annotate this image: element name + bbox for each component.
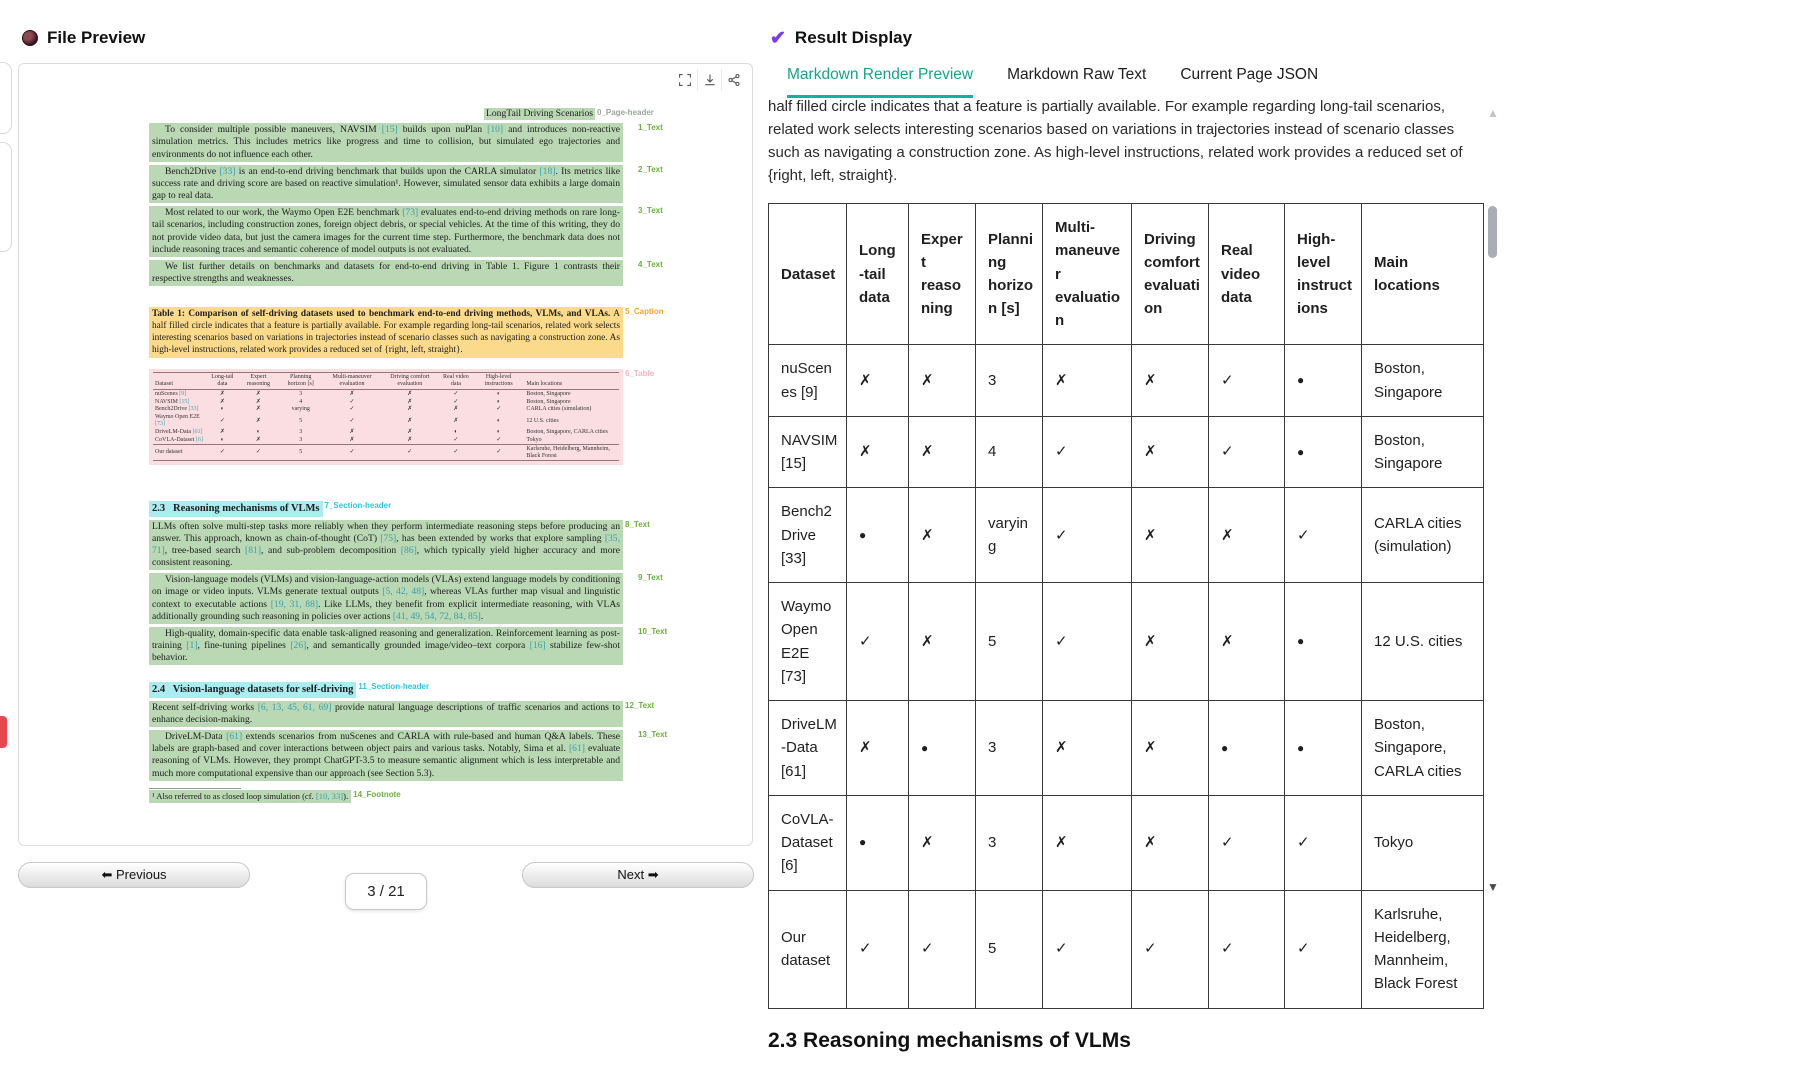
tab-current-page-json[interactable]: Current Page JSON (1180, 66, 1319, 83)
table-row (769, 416, 1484, 488)
pdf-block-13_Text: DriveLM-Data [61] extends scenarios from nuScenes and CARLA with rule-based and human Q&A labels. These labels are graph-based and cover interactions between object pairs and various tasks. Notably, Sima et al. [61] evaluate reasoning of VLMs. However, they prompt ChatGPT-3.5 to measure semantic alignment which is less interpretable and much more computational expensive than our approach (see Section 5.3). 13_Text (149, 730, 623, 781)
table-cell: ✗ (1132, 488, 1209, 583)
table-cell: Bench2Drive [33] (155, 406, 199, 413)
page-indicator: 3 / 21 (345, 873, 427, 910)
table-cell: ✓ (381, 445, 439, 461)
table-cell: ✗ (453, 417, 459, 424)
table-cell: 12 U.S. cities (1362, 583, 1484, 701)
table-cell: Tokyo (526, 437, 542, 444)
markdown-table (768, 203, 1484, 1009)
table-cell: nuScenes [9] (155, 390, 187, 397)
table-cell: ✓ (1209, 416, 1285, 488)
annotation-label: 6_Table (625, 369, 655, 379)
share-icon[interactable] (721, 69, 745, 91)
table-cell: ◐ (496, 417, 501, 424)
table-cell: 3 (976, 795, 1043, 890)
table-row (153, 398, 619, 406)
annotation-label: 14_Footnote (353, 789, 401, 799)
table-header-cell: Dataset (769, 204, 847, 345)
table-cell: Boston, Singapore, CARLA cities (1362, 701, 1484, 796)
table-cell: ✗ (349, 437, 355, 444)
table-cell: ✗ (407, 390, 413, 397)
table-cell: ◐ (220, 406, 225, 413)
table-cell: Waymo Open E2E [73] (769, 583, 847, 701)
table-cell: Boston, Singapore (1362, 416, 1484, 488)
annotation-label: 5_Caption (625, 307, 664, 317)
fullscreen-icon[interactable] (673, 69, 697, 91)
table-cell: 12 U.S. cities (526, 417, 559, 424)
annotation-label: 13_Text (638, 730, 668, 740)
pdf-block-8_Text: LLMs often solve multi-step tasks more reliably when they perform intermediate reasoning steps before producing an answer. This approach, known as chain-of-thought (CoT) [75], has been extended by works that explore sampling [35, 71], tree-based search [81], and sub-problem decomposition [86], which typically yield higher accuracy and more consistent reasoning. 8_Text (149, 520, 623, 571)
pdf-block-7_Section-header: 2.3 Reasoning mechanisms of VLMs 7_Section-header (149, 501, 323, 516)
edge-panel-fragment (0, 142, 12, 252)
table-cell: ✗ (219, 390, 225, 397)
table-cell: ✓ (909, 890, 976, 1008)
file-preview-icon (22, 30, 38, 46)
preview-toolbar (673, 69, 745, 91)
table-row (769, 890, 1484, 1008)
table-cell: ✓ (1043, 416, 1132, 488)
table-cell: ✗ (349, 390, 355, 397)
annotation-label: 1_Text (638, 123, 663, 133)
annotation-label: 12_Text (625, 700, 655, 710)
annotation-label: 3_Text (638, 206, 663, 216)
table-header-cell: Planning horizon [s] (278, 373, 323, 390)
table-row (769, 488, 1484, 583)
table-cell: DriveLM-Data [61] (155, 429, 203, 436)
pdf-block-9_Text: Vision-language models (VLMs) and vision-language-action models (VLAs) extend language models by conditioning on image or video inputs. VLMs generate textual outputs [5, 42, 48], whereas VLAs further map visual and linguistic context to executable actions [19, 31, 88]. Like LLMs, they benefit from explicit intermediate reasoning, with VLAs additionally grounding such reasoning in policies over actions [41, 49, 54, 72, 84, 85]. 9_Text (149, 573, 623, 624)
tab-markdown-render-preview[interactable]: Markdown Render Preview (787, 66, 973, 98)
table-cell: ✓ (453, 390, 459, 397)
annotation-label: 0_Page-header (597, 108, 654, 117)
table-cell: ✓ (349, 398, 355, 405)
table-header-cell: Multi-maneuver evaluation (323, 373, 381, 390)
table-cell: Our dataset (153, 445, 206, 461)
table-cell: ✗ (255, 437, 261, 444)
table-header-cell: Main locations (1362, 204, 1484, 345)
table-cell: ✗ (407, 417, 413, 424)
table-cell: ✗ (847, 345, 909, 417)
table-cell: Boston, Singapore (526, 398, 571, 405)
table-cell: Karlsruhe, Heidelberg, Mannheim, Black Forest (524, 445, 619, 461)
table-row (769, 583, 1484, 701)
annotation-label: 8_Text (625, 519, 650, 529)
table-row (153, 445, 619, 461)
table-row (769, 795, 1484, 890)
table-cell: 3 (299, 437, 303, 444)
table-row (153, 406, 619, 414)
table-header-cell: Planning horizon [s] (976, 204, 1043, 345)
table-header-cell: Multi-maneuver evaluation (1043, 204, 1132, 345)
pdf-block-6_Table (149, 369, 655, 465)
table-cell: NAVSIM [15] (155, 398, 190, 405)
table-cell: ✗ (1132, 583, 1209, 701)
table-cell: Bench2Drive [33] (769, 488, 847, 583)
table-cell: ✓ (1043, 583, 1132, 701)
table-cell: ✗ (1043, 345, 1132, 417)
table-cell: ◐ (256, 429, 261, 436)
table-row (153, 437, 619, 445)
table-row (153, 390, 619, 398)
table-cell: ✓ (1209, 890, 1285, 1008)
table-cell: ✗ (1132, 345, 1209, 417)
table-cell: Boston, Singapore (526, 390, 571, 397)
table-cell: ✗ (1132, 416, 1209, 488)
table-cell: ✗ (1132, 795, 1209, 890)
edge-panel-fragment (0, 62, 12, 134)
previous-label: Previous (115, 867, 167, 882)
table-cell: ◐ (496, 398, 501, 405)
table-header-cell: Dataset (153, 373, 206, 390)
table-cell: ✓ (239, 445, 279, 461)
table-cell: ✗ (349, 429, 355, 436)
table-cell: ✗ (255, 398, 261, 405)
table-cell: ✗ (219, 429, 225, 436)
table-header-cell: Expert reasoning (909, 204, 976, 345)
table-cell: ◐ (496, 429, 501, 436)
table-cell: ✗ (1132, 701, 1209, 796)
pdf-mini-table (153, 372, 619, 461)
table-cell: 5 (278, 445, 323, 461)
table-row (769, 701, 1484, 796)
previous-arrow-icon: ⬅ (101, 867, 113, 882)
annotation-label: 11_Section-header (358, 682, 430, 692)
table-cell: ✗ (255, 417, 261, 424)
table-cell: ✓ (453, 398, 459, 405)
table-cell: ✓ (1285, 890, 1362, 1008)
table-header-cell: High-level instructions (1285, 204, 1362, 345)
table-row (153, 429, 619, 437)
table-cell: ✓ (1043, 488, 1132, 583)
table-cell: ✗ (1043, 701, 1132, 796)
table-cell: ✓ (439, 445, 473, 461)
table-cell: 3 (299, 429, 303, 436)
pdf-block-10_Text: High-quality, domain-specific data enable task-aligned reasoning and generalization. Reinforcement learning as post-training [1], fine-tuning pipelines [26], and semantically grounded image/video–text corpora [16] stabilize few-shot behavior. 10_Text (149, 627, 623, 666)
table-cell: ✓ (1043, 890, 1132, 1008)
pdf-block-3_Text: Most related to our work, the Waymo Open E2E benchmark [73] evaluates end-to-end driving methods on rare long-tail scenarios, including construction zones, foreign object debris, or special vehicles. At the time of this writing, they do not provide video data, but just the camera images for the current time step. Furthermore, the benchmark data does not include reasoning traces and semantic coherence of model outputs is not evaluated. 3_Text (149, 206, 623, 257)
markdown-intro-paragraph: half filled circle indicates that a feature is partially available. For example regarding long-tail scenarios, related work selects interesting scenarios based on variations in trajectories instead of scenario classes such as navigating a construction zone. As high-level instructions, related work provides a reduced set of {right, left, straight}. (768, 98, 1463, 184)
table-cell: ✗ (453, 406, 459, 413)
table-row (769, 345, 1484, 417)
markdown-render-area (768, 98, 1486, 1052)
table-header-cell: Real video data (439, 373, 473, 390)
table-cell: ● (1285, 701, 1362, 796)
scroll-up-icon[interactable]: ▲ (1487, 106, 1499, 120)
result-display-check-icon: ✔ (770, 27, 786, 49)
table-header-cell: Driving comfort evaluation (1132, 204, 1209, 345)
table-cell: ● (847, 795, 909, 890)
file-preview-box (18, 63, 753, 846)
table-cell: ✗ (255, 390, 261, 397)
table-cell: ✓ (323, 445, 381, 461)
table-cell: ✗ (1209, 583, 1285, 701)
download-icon[interactable] (697, 69, 721, 91)
table-cell: Waymo Open E2E [73] (155, 414, 200, 428)
table-cell: ● (1285, 345, 1362, 417)
pdf-block-5_Caption: Table 1: Comparison of self-driving datasets used to benchmark end-to-end driving methods, VLMs, and VLAs. A half filled circle indicates that a feature is partially available. For example regarding long-tail scenarios, related work selects interesting scenarios based on variations in trajectories instead of scenario classes such as navigating a construction zone. As high-level instructions, related work provides a reduced set of {right, left, straight}. 5_Caption (149, 307, 623, 358)
table-cell: ✗ (407, 406, 413, 413)
pdf-block-2_Text: Bench2Drive [33] is an end-to-end driving benchmark that builds upon the CARLA simulator [18]. Its metrics like success rate and driving score are based on reactive simulation¹. However, simulated sensor data exhibits a large domain gap to real data. 2_Text (149, 165, 623, 204)
table-cell: ✗ (1209, 488, 1285, 583)
scroll-thumb[interactable] (1488, 206, 1497, 258)
annotation-label: 4_Text (638, 259, 663, 269)
table-cell: 3 (976, 345, 1043, 417)
table-cell: ✗ (407, 398, 413, 405)
pdf-block-4_Text: We list further details on benchmarks and datasets for end-to-end driving in Table 1. Figure 1 contrasts their respective strengths and weaknesses. 4_Text (149, 260, 623, 286)
annotation-label: 10_Text (638, 626, 668, 636)
previous-button[interactable] (18, 862, 250, 888)
table-cell: NAVSIM [15] (769, 416, 847, 488)
table-header-cell: Long-tail data (847, 204, 909, 345)
table-cell: Boston, Singapore, CARLA cities (526, 429, 608, 436)
pdf-block-11_Section-header: 2.4 Vision-language datasets for self-driving 11_Section-header (149, 682, 356, 697)
table-cell: varying (976, 488, 1043, 583)
table-cell: ● (1285, 416, 1362, 488)
pdf-block-0_Page-header: LongTail Driving Scenarios 0_Page-header (486, 108, 654, 119)
table-cell: ✗ (909, 488, 976, 583)
table-cell: ✗ (407, 429, 413, 436)
table-cell: ✗ (219, 398, 225, 405)
table-cell: Tokyo (1362, 795, 1484, 890)
table-row (153, 414, 619, 429)
table-cell: 5 (299, 417, 303, 424)
edge-red-marker (0, 716, 7, 748)
table-cell: ● (909, 701, 976, 796)
tab-markdown-raw-text[interactable]: Markdown Raw Text (1007, 66, 1147, 83)
table-cell: ✗ (847, 416, 909, 488)
table-cell: Karlsruhe, Heidelberg, Mannheim, Black Forest (1362, 890, 1484, 1008)
result-tabs (787, 66, 1318, 98)
table-header-cell: Expert reasoning (239, 373, 279, 390)
markdown-section-heading: 2.3 Reasoning mechanisms of VLMs (768, 1028, 1131, 1052)
table-cell: 4 (976, 416, 1043, 488)
table-header-cell: Real video data (1209, 204, 1285, 345)
table-cell: ✓ (206, 445, 238, 461)
table-cell: ✓ (1132, 890, 1209, 1008)
table-cell: ✓ (453, 437, 459, 444)
file-preview-title: File Preview (47, 28, 146, 47)
table-cell: 5 (976, 890, 1043, 1008)
table-cell: ✓ (219, 417, 225, 424)
table-cell: DriveLM-Data [61] (769, 701, 847, 796)
markdown-table-host (768, 203, 1486, 1009)
table-cell: ✗ (255, 406, 261, 413)
table-cell: ✓ (1285, 795, 1362, 890)
result-scrollbar[interactable] (1486, 106, 1501, 894)
table-cell: ✗ (847, 701, 909, 796)
table-cell: ✓ (1209, 345, 1285, 417)
table-cell: ◐ (454, 429, 458, 436)
table-cell: CoVLA-Dataset [6] (155, 437, 203, 444)
scroll-down-icon[interactable]: ▼ (1487, 880, 1499, 894)
pdf-block-12_Text: Recent self-driving works [6, 13, 45, 61, 69] provide natural language descriptions of traffic scenarios and actions to enhance decision-making. 12_Text (149, 701, 623, 727)
next-button[interactable] (522, 862, 754, 888)
table-cell: ✗ (909, 345, 976, 417)
table-cell: ✓ (847, 583, 909, 701)
table-cell: ✓ (349, 417, 355, 424)
table-cell: Boston, Singapore (1362, 345, 1484, 417)
pdf-block-1_Text: To consider multiple possible maneuvers, NAVSIM [15] builds upon nuPlan [10] and introduces non-reactive simulation metrics. This includes metrics like progress and time to collision, but simulated ego trajectories and environments do not influence each other. 1_Text (149, 123, 623, 162)
table-cell: ✗ (909, 795, 976, 890)
table-cell: nuScenes [9] (769, 345, 847, 417)
annotation-label: 7_Section-header (324, 501, 392, 511)
table-cell: ◐ (220, 437, 225, 444)
annotation-label: 9_Text (638, 573, 663, 583)
table-cell: 3 (976, 701, 1043, 796)
table-cell: ✓ (496, 406, 502, 413)
table-header-row (769, 204, 1484, 345)
annotation-label: 2_Text (638, 164, 663, 174)
table-cell: ✓ (496, 437, 502, 444)
table-header-row (153, 373, 619, 390)
table-cell: ● (847, 488, 909, 583)
pdf-block-14_Footnote: ¹ Also referred to as closed loop simulation (cf. [10, 33]). 14_Footnote (149, 790, 351, 803)
table-cell: ● (1209, 701, 1285, 796)
table-cell: ◐ (496, 390, 501, 397)
table-header-cell: High-level instructions (473, 373, 524, 390)
pdf-page (149, 108, 668, 803)
table-cell: ✓ (1285, 488, 1362, 583)
result-display-title: Result Display (794, 28, 913, 47)
table-cell: ✗ (407, 437, 413, 444)
table-cell: ✓ (473, 445, 524, 461)
table-cell: Our dataset (769, 890, 847, 1008)
table-cell: ✓ (349, 406, 355, 413)
table-cell: ✗ (1043, 795, 1132, 890)
table-header-cell: Long-tail data (206, 373, 238, 390)
next-label: Next (617, 867, 645, 882)
table-cell: ✗ (909, 583, 976, 701)
table-header-cell: Driving comfort evaluation (381, 373, 439, 390)
table-cell: ● (1285, 583, 1362, 701)
table-cell: ✓ (1209, 795, 1285, 890)
table-cell: ✗ (909, 416, 976, 488)
table-cell: varying (291, 406, 310, 413)
table-cell: ✓ (847, 890, 909, 1008)
table-header-cell: Main locations (524, 373, 619, 390)
table-cell: CARLA cities (simulation) (1362, 488, 1484, 583)
table-cell: 3 (299, 390, 303, 397)
table-cell: 5 (976, 583, 1043, 701)
next-arrow-icon: ➡ (647, 867, 659, 882)
table-cell: CARLA cities (simulation) (526, 406, 592, 413)
table-cell: 4 (299, 398, 303, 405)
table-cell: CoVLA-Dataset [6] (769, 795, 847, 890)
